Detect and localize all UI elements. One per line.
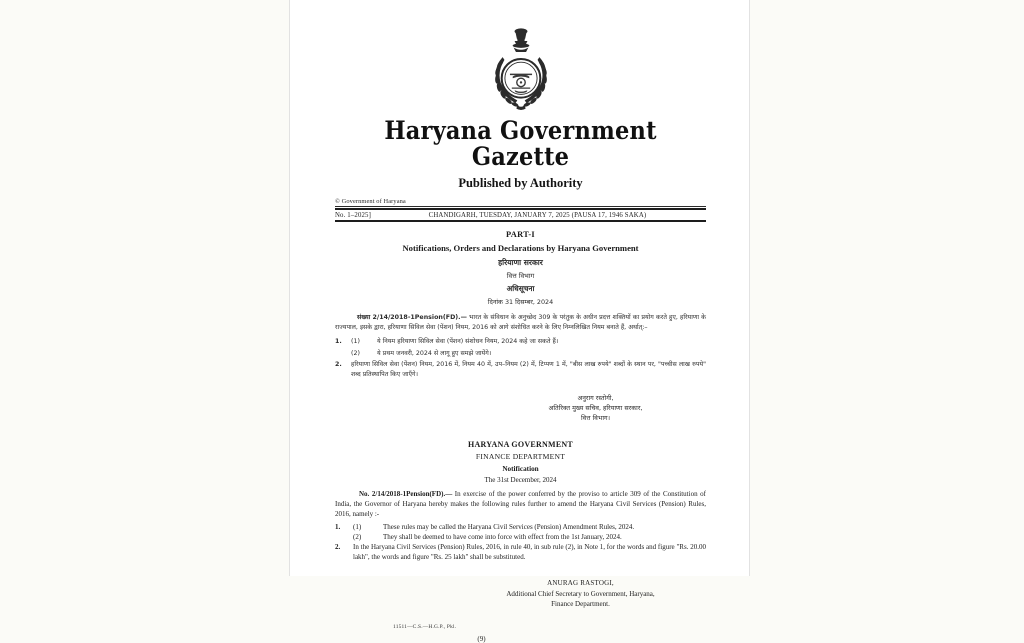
issue-dateline: CHANDIGARH, TUESDAY, JANUARY 7, 2025 (PAUSA 17, 1946 SAKA)	[428, 211, 647, 219]
haryana-state-emblem-icon	[475, 24, 567, 116]
english-clause-text: They shall be deemed to have come into force with effect from the 1st January, 2024.	[383, 532, 622, 541]
english-department-heading: FINANCE DEPARTMENT	[475, 451, 566, 461]
part-title: PART-I	[506, 230, 535, 239]
issue-rule-band	[335, 208, 706, 222]
hindi-clause-list	[335, 337, 706, 380]
english-body-paragraph	[335, 490, 706, 520]
hindi-body-text: भारत के संविधान के अनुच्छेद 309 के परंतुक के अधीन प्रदत्त शक्तियों का प्रयोग करते हुए, हरियाणा के राज्यपाल, इसके द्वारा, हरियाणा सिविल सेवा (पेंशन) नियम, 2016 को आगे संशोधित करने के लिए निम्नलिखित नियम बनाते हैं, अर्थात्:–	[335, 314, 706, 332]
english-signatory-department: Finance Department.	[551, 600, 610, 609]
english-clause-number: 1.	[335, 522, 341, 531]
english-government-heading: HARYANA GOVERNMENT	[467, 439, 574, 449]
english-clause-number	[335, 532, 353, 542]
hindi-clause-number: 2.	[335, 360, 342, 368]
hindi-clause-sub: (2)	[351, 349, 360, 357]
list-item	[335, 349, 706, 359]
english-notification-heading: Notification	[502, 464, 539, 473]
hindi-clause-text: हरियाणा सिविल सेवा (पेंशन) नियम, 2016 में, नियम 40 में, उप–नियम (2) में, टिप्पण 1 में, "बीस लाख रुपये" शब्दों के स्थान पर, "पच्चीस लाख रुपये" शब्द प्रतिस्थापित किए जाएँगे।	[351, 360, 706, 378]
hindi-clause-sub: (1)	[351, 338, 360, 346]
hindi-body-number: संख्या 2/14/2018-1Pension(FD).—	[357, 314, 467, 321]
english-clause-list	[335, 522, 706, 563]
english-body-text: In exercise of the power conferred by the proviso to article 309 of the Constitution of India, the Governor of Haryana hereby makes the following rules further to amend the Haryana Civil Services (Pension) Rules, 2016, namely :-	[335, 489, 706, 518]
hindi-government-heading: हरियाणा सरकार	[498, 258, 543, 267]
english-clause-sub: (2)	[353, 532, 362, 541]
list-item	[335, 542, 706, 562]
english-clause-number: 2.	[335, 542, 341, 551]
copyright-line: © Government of Haryana	[335, 191, 706, 207]
hindi-clause-number	[335, 349, 351, 359]
gazette-page	[289, 0, 750, 643]
english-signature-block	[335, 578, 706, 610]
english-clause-text: These rules may be called the Haryana Civil Services (Pension) Amendment Rules, 2024.	[383, 522, 635, 531]
page-title: Haryana Government Gazette	[384, 116, 657, 172]
published-by-line: Published by Authority	[458, 175, 583, 190]
hindi-notification-heading: अधिसूचना	[506, 284, 535, 293]
list-item	[335, 532, 706, 542]
hindi-department-heading: वित्त विभाग	[506, 272, 535, 280]
english-signatory-name: ANURAG RASTOGI,	[547, 579, 614, 588]
emblem-container	[335, 0, 706, 116]
hindi-notification-date: दिनांक 31 दिसम्बर, 2024	[487, 298, 554, 306]
hindi-clause-text: ये नियम हरियाणा सिविल सेवा (पेंशन) संशोधन नियम, 2024 कहे जा सकते हैं।	[377, 338, 559, 346]
page-number: (9)	[477, 634, 486, 643]
english-clause-text: In the Haryana Civil Services (Pension) Rules, 2016, in rule 40, in sub rule (2), in Note 1, for the words and figure "Rs. 20.00 lakh", the words and figure "Rs. 25 lakh" shall be substituted.	[353, 542, 706, 562]
hindi-body-paragraph	[335, 313, 706, 333]
list-item	[335, 337, 706, 347]
list-item	[335, 360, 706, 380]
hindi-clause-number: 1.	[335, 338, 342, 346]
english-body-number: No. 2/14/2018-1Pension(FD).—	[359, 489, 453, 498]
print-code: 11511—C.S.—H.G.P., Pkl.	[393, 623, 457, 630]
page-content	[335, 0, 706, 643]
english-signatory-title: Additional Chief Secretary to Government, Haryana,	[506, 589, 655, 598]
hindi-signatory-department: वित्त विभाग।	[580, 413, 611, 422]
list-item	[335, 522, 706, 532]
english-clause-sub: (1)	[353, 522, 362, 531]
hindi-clause-text: ये प्रथम जनवरी, 2024 से लागू हुए समझे जायेंगे।	[377, 349, 492, 357]
part-subtitle: Notifications, Orders and Declarations by Haryana Government	[402, 243, 639, 253]
issue-number: No. 1–2025]	[335, 211, 372, 219]
hindi-signature-block	[335, 394, 706, 424]
hindi-signatory-title: अतिरिक्त मुख्य सचिव, हरियाणा सरकार,	[548, 404, 643, 413]
hindi-signatory-name: अनुराग रस्तोगी,	[577, 394, 614, 403]
english-notification-date: The 31st December, 2024	[484, 475, 557, 484]
